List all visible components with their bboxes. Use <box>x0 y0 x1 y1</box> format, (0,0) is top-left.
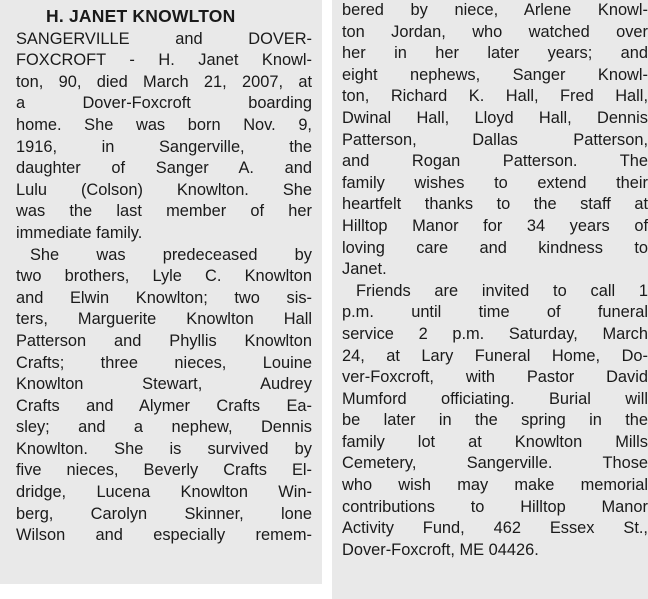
text-line: service 2 p.m. Saturday, March <box>342 324 648 343</box>
text-line: home. She was born Nov. 9, <box>16 115 312 134</box>
text-line: and Elwin Knowlton; two sis- <box>16 288 312 307</box>
text-line: who wish may make memorial <box>342 476 648 495</box>
text-line: contributions to Hilltop Manor <box>342 497 648 516</box>
text-line: loving care and kindness to <box>342 238 648 257</box>
text-line: family lot at Knowlton Mills <box>342 432 648 451</box>
text-line: two brothers, Lyle C. Knowlton <box>16 267 312 286</box>
text-line: dridge, Lucena Knowlton Win- <box>16 483 312 502</box>
text-line: She was predeceased by <box>30 245 312 264</box>
obituary-headline: H. JANET KNOWLTON <box>46 6 236 26</box>
text-line: FOXCROFT - H. Janet Knowl- <box>16 51 312 70</box>
text-line: five nieces, Beverly Crafts El- <box>16 461 312 480</box>
text-line: bered by niece, Arlene Knowl- <box>342 1 648 19</box>
text-line: heartfelt thanks to the staff at <box>342 195 648 214</box>
text-line: Lulu (Colson) Knowlton. She <box>16 180 312 199</box>
text-line: Janet. <box>342 260 387 279</box>
text-line: ton, 90, died March 21, 2007, at <box>16 72 312 91</box>
right-column <box>332 0 648 599</box>
text-line: was the last member of her <box>16 202 312 221</box>
text-line: Patterson, Dallas Patterson, <box>342 130 648 149</box>
text-line: daughter of Sanger A. and <box>16 159 312 178</box>
text-line: Knowlton Stewart, Audrey <box>16 375 312 394</box>
text-line: Hilltop Manor for 34 years of <box>342 216 648 235</box>
text-line: Cemetery, Sangerville. Those <box>342 454 648 473</box>
text-line: Wilson and especially remem- <box>16 526 312 545</box>
text-line: immediate family. <box>16 223 143 242</box>
text-line: and Rogan Patterson. The <box>342 152 648 171</box>
text-line: Activity Fund, 462 Essex St., <box>342 519 648 538</box>
text-line: Crafts and Alymer Crafts Ea- <box>16 396 312 415</box>
text-line: berg, Carolyn Skinner, lone <box>16 504 312 523</box>
text-line: Dover-Foxcroft, ME 04426. <box>342 540 539 559</box>
text-line: ton Jordan, who watched over <box>342 22 648 41</box>
text-line: ton, Richard K. Hall, Fred Hall, <box>342 87 648 106</box>
text-line: 24, at Lary Funeral Home, Do- <box>342 346 648 365</box>
text-line: Friends are invited to call 1 <box>356 281 648 300</box>
text-line: sley; and a nephew, Dennis <box>16 418 312 437</box>
text-line: 1916, in Sangerville, the <box>16 137 312 156</box>
left-column <box>0 0 322 584</box>
text-line: ver-Foxcroft, with Pastor David <box>342 368 648 387</box>
text-line: Knowlton. She is survived by <box>16 439 312 458</box>
text-line: her in her later years; and <box>342 44 648 63</box>
text-line: family wishes to extend their <box>342 173 648 192</box>
text-line: Patterson and Phyllis Knowlton <box>16 331 312 350</box>
text-line: Crafts; three nieces, Louine <box>16 353 312 372</box>
text-line: SANGERVILLE and DOVER- <box>16 29 312 48</box>
text-line: eight nephews, Sanger Knowl- <box>342 65 648 84</box>
text-line: p.m. until time of funeral <box>342 303 648 322</box>
text-line: Mumford officiating. Burial will <box>342 389 648 408</box>
text-line: a Dover-Foxcroft boarding <box>16 94 312 113</box>
text-line: be later in the spring in the <box>342 411 648 430</box>
text-line: ters, Marguerite Knowlton Hall <box>16 310 312 329</box>
text-line: Dwinal Hall, Lloyd Hall, Dennis <box>342 108 648 127</box>
